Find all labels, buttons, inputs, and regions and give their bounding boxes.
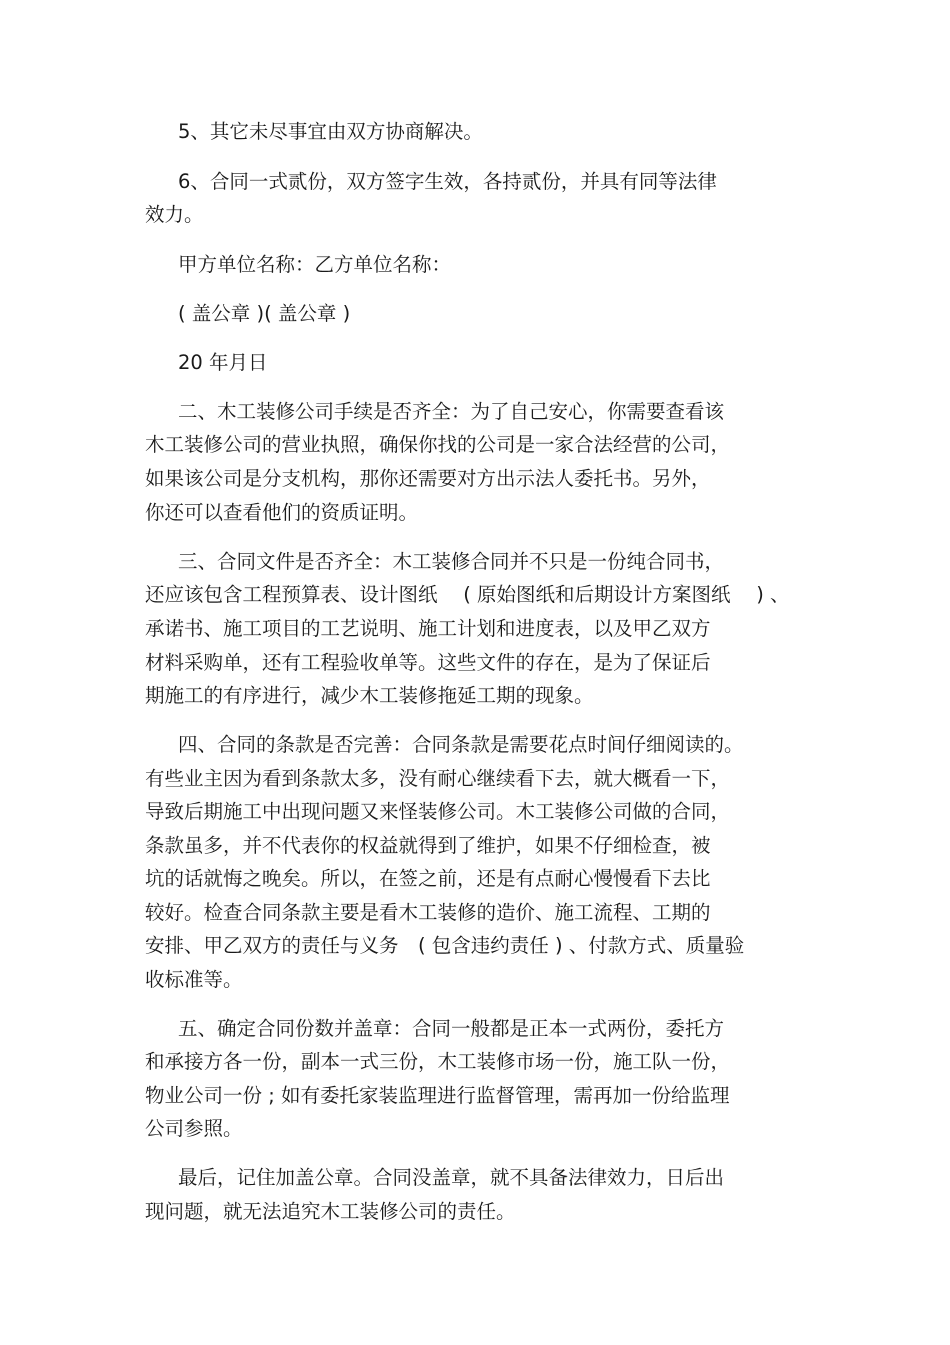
party-names-line: 甲方单位名称：乙方单位名称：: [178, 253, 452, 276]
section-4-line: 安排、甲乙双方的责任与义务 ( 包含违约责任 ) 、付款方式、质量验: [145, 934, 745, 957]
section-2-line: 木工装修公司的营业执照，确保你找的公司是一家合法经营的公司，: [145, 433, 731, 456]
section-3-line: 材料采购单，还有工程验收单等。这些文件的存在，是为了保证后: [145, 651, 711, 674]
seal-line: ( 盖公章 )( 盖公章 ): [178, 302, 351, 325]
section-4-line: 收标准等。: [145, 968, 243, 991]
section-4-line: 较好。检查合同条款主要是看木工装修的造价、施工流程、工期的: [145, 901, 711, 924]
section-3-line: 承诺书、施工项目的工艺说明、施工计划和进度表，以及甲乙双方: [145, 617, 711, 640]
section-2-line: 如果该公司是分支机构，那你还需要对方出示法人委托书。另外，: [145, 467, 711, 490]
section-5-line: 和承接方各一份，副本一式三份，木工装修市场一份，施工队一份，: [145, 1050, 731, 1073]
section-4-line: 四、合同的条款是否完善：合同条款是需要花点时间仔细阅读的。: [178, 733, 744, 756]
section-4-line: 条款虽多，并不代表你的权益就得到了维护，如果不仔细检查，被: [145, 834, 711, 857]
section-2-line: 二、木工装修公司手续是否齐全：为了自己安心，你需要查看该: [178, 400, 725, 423]
section-4-line: 坑的话就悔之晚矣。所以，在签之前，还是有点耐心慢慢看下去比: [145, 867, 711, 890]
closing-line: 现问题，就无法追究木工装修公司的责任。: [145, 1200, 516, 1223]
date-line: 20 年月日: [178, 351, 268, 374]
section-4-line: 导致后期施工中出现问题又来怪装修公司。木工装修公司做的合同，: [145, 800, 731, 823]
section-3-line: 期施工的有序进行，减少木工装修拖延工期的现象。: [145, 684, 594, 707]
section-4-line: 有些业主因为看到条款太多，没有耐心继续看下去，就大概看一下，: [145, 767, 731, 790]
closing-line: 最后，记住加盖公章。合同没盖章，就不具备法律效力，日后出: [178, 1166, 725, 1189]
section-3-line: 还应该包含工程预算表、设计图纸 ( 原始图纸和后期设计方案图纸 ) 、: [145, 583, 790, 606]
clause-5-line: 5、其它未尽事宜由双方协商解决。: [178, 120, 483, 143]
section-5-line: 公司参照。: [145, 1117, 243, 1140]
section-3-line: 三、合同文件是否齐全：木工装修合同并不只是一份纯合同书，: [178, 550, 725, 573]
clause-6-line: 效力。: [145, 203, 204, 226]
section-5-line: 五、确定合同份数并盖章：合同一般都是正本一式两份，委托方: [178, 1017, 725, 1040]
clause-6-line: 6、合同一式贰份，双方签字生效，各持贰份，并具有同等法律: [178, 170, 717, 193]
section-5-line: 物业公司一份 ; 如有委托家装监理进行监督管理，需再加一份给监理: [145, 1084, 730, 1107]
section-2-line: 你还可以查看他们的资质证明。: [145, 501, 419, 524]
